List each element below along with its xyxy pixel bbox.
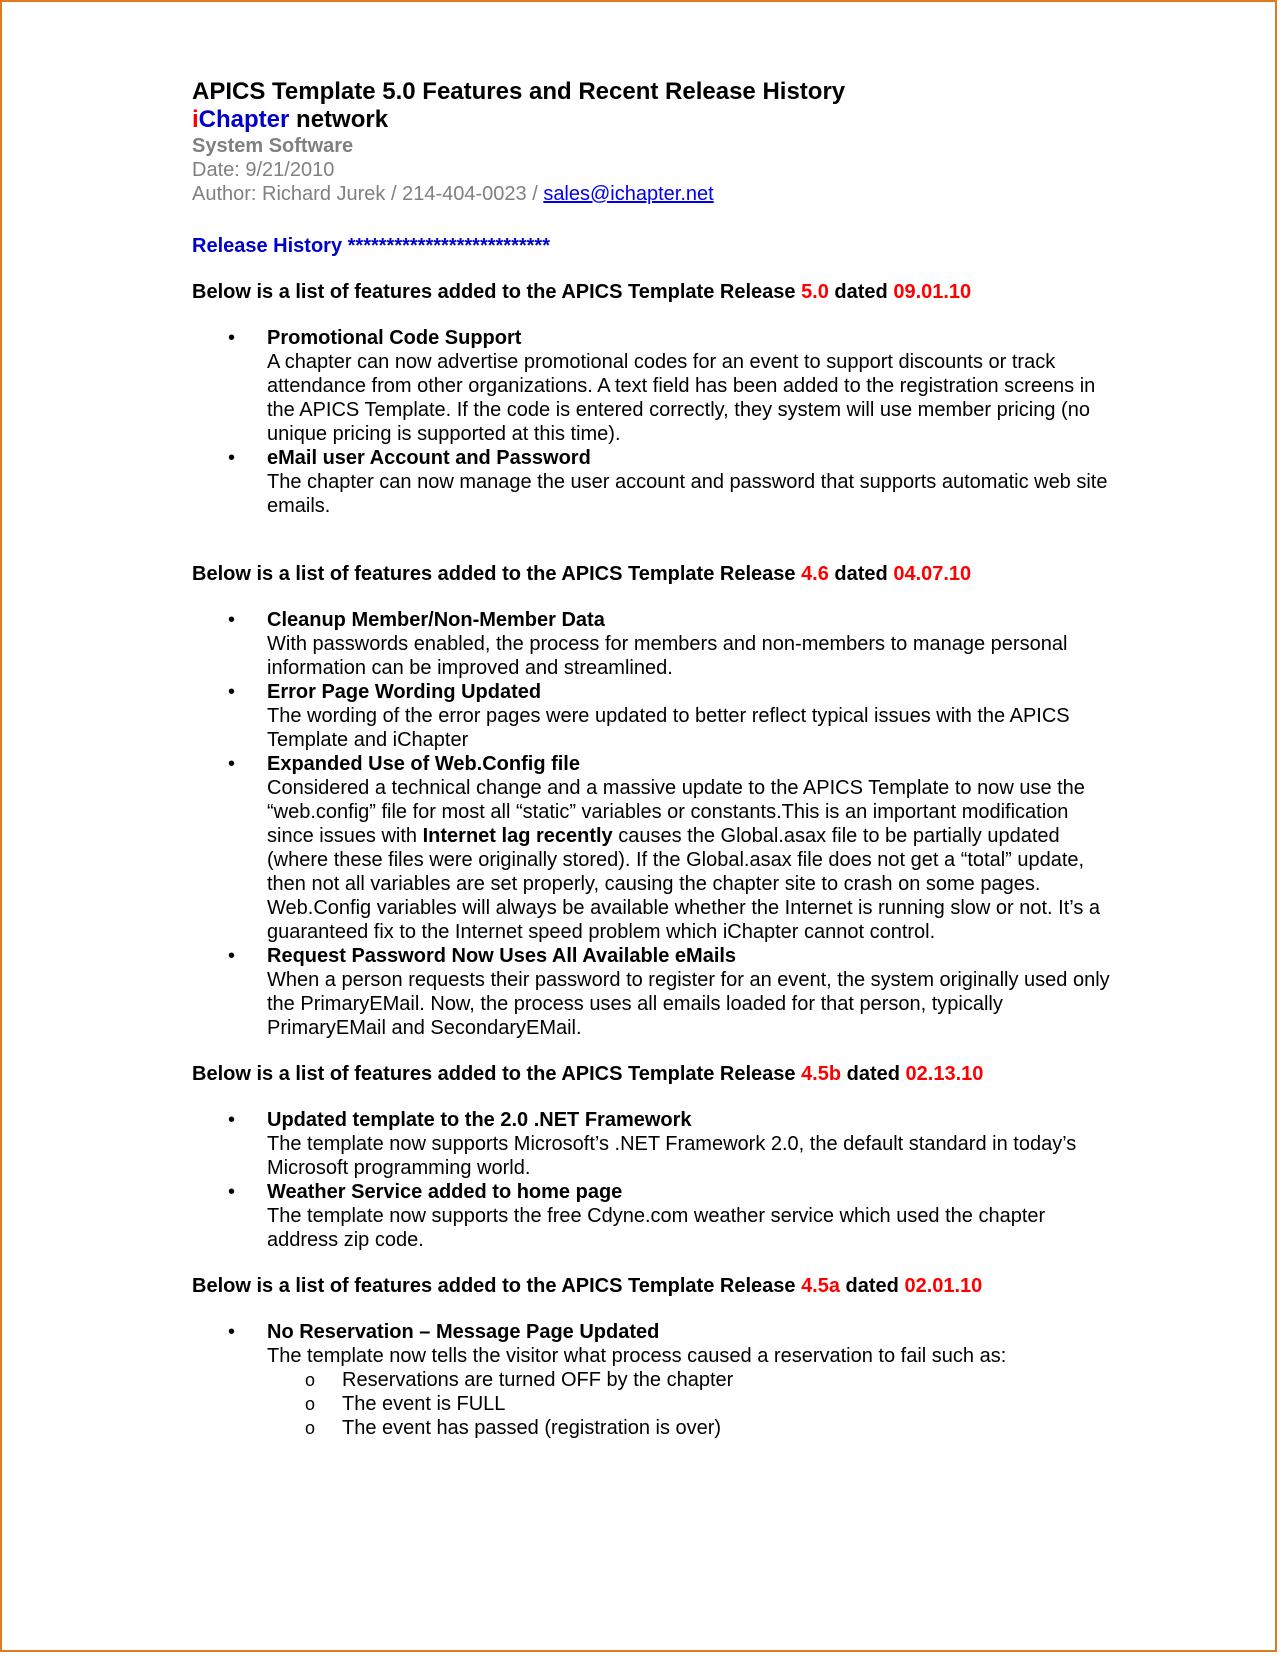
bullet-glyph: • [228, 447, 236, 469]
section-dated: dated [841, 1063, 906, 1085]
bullet-glyph: • [228, 945, 236, 967]
feature-body-part: Considered a technical change and a massive update to the APICS Template to now use the “web.config” file for most all “static” variables or constants.This is an important modification since issues with [267, 777, 1085, 847]
bullet-glyph: • [228, 681, 236, 703]
section-date: 04.07.10 [893, 563, 972, 585]
section-heading-4-5a [192, 1274, 1112, 1298]
list-item [192, 1320, 1112, 1440]
bullet-glyph: • [228, 753, 236, 775]
bullet-glyph: • [228, 1321, 236, 1343]
bullet-glyph: • [228, 1181, 236, 1203]
list-item [192, 944, 1112, 1040]
feature-title: Expanded Use of Web.Config file [267, 753, 580, 775]
sub-list [267, 1368, 1112, 1440]
feature-title: Promotional Code Support [267, 327, 522, 349]
sub-bullet-glyph: o [305, 1370, 316, 1390]
bullet-glyph: • [228, 327, 236, 349]
feature-title: Request Password Now Uses All Available eMails [267, 945, 737, 967]
bullet-glyph: • [228, 609, 236, 631]
section-prefix: Below is a list of features added to the APICS Template Release [192, 1275, 802, 1297]
feature-title: Updated template to the 2.0 .NET Framework [267, 1109, 692, 1131]
sub-item-text: Reservations are turned OFF by the chapter [342, 1369, 734, 1391]
brand-network: network [289, 106, 389, 133]
author-line [192, 182, 1112, 206]
sub-list-item [267, 1416, 1112, 1440]
section-date: 09.01.10 [893, 281, 972, 303]
section-dated: dated [840, 1275, 905, 1297]
sub-list-item [267, 1392, 1112, 1416]
document-title: APICS Template 5.0 Features and Recent Release History [192, 78, 846, 105]
list-item [192, 752, 1112, 944]
section-dated: dated [828, 563, 894, 585]
section-version: 4.5b [801, 1063, 842, 1085]
system-label: System Software [192, 135, 354, 157]
section-version: 4.5a [801, 1275, 840, 1297]
list-item [192, 1108, 1112, 1180]
list-item [192, 680, 1112, 752]
section-date: 02.01.10 [904, 1275, 983, 1297]
feature-list-4-5a [192, 1320, 1112, 1440]
sub-item-text: The event is FULL [342, 1393, 506, 1415]
list-item [192, 446, 1112, 518]
section-prefix: Below is a list of features added to the APICS Template Release [192, 563, 802, 585]
section-version: 5.0 [801, 281, 829, 303]
section-dated: dated [828, 281, 894, 303]
feature-list-4-6 [192, 608, 1112, 1040]
section-prefix: Below is a list of features added to the APICS Template Release [192, 281, 802, 303]
sub-list-item [267, 1368, 1112, 1392]
list-item [192, 326, 1112, 446]
sub-bullet-glyph: o [305, 1394, 316, 1414]
feature-body: The wording of the error pages were updated to better reflect typical issues with the APICS Template and iChapter [267, 705, 1070, 751]
sub-item-text: The event has passed (registration is over) [342, 1417, 722, 1439]
author-prefix: Author: Richard Jurek / 214-404-0023 / [192, 183, 544, 205]
section-heading-4-5b [192, 1062, 1112, 1086]
feature-body [267, 776, 1112, 944]
feature-body: The template now tells the visitor what process caused a reservation to fail such as: [267, 1345, 1007, 1367]
section-heading-5-0 [192, 280, 1112, 304]
section-version: 4.6 [801, 563, 829, 585]
brand-i: i [192, 106, 199, 133]
feature-body: The template now supports the free Cdyne.com weather service which used the chapter address zip code. [267, 1205, 1046, 1251]
feature-body: With passwords enabled, the process for members and non-members to manage personal information can be improved and streamlined. [267, 633, 1068, 679]
date-line: Date: 9/21/2010 [192, 159, 335, 181]
section-date: 02.13.10 [905, 1063, 984, 1085]
bullet-glyph: • [228, 1109, 236, 1131]
feature-title: eMail user Account and Password [267, 447, 591, 469]
feature-body: The chapter can now manage the user account and password that supports automatic web site emails. [267, 471, 1108, 517]
list-item [192, 608, 1112, 680]
author-email-link[interactable]: sales@ichapter.net [543, 183, 714, 205]
feature-title: Cleanup Member/Non-Member Data [267, 609, 605, 631]
document-content [192, 78, 1112, 1440]
sub-bullet-glyph: o [305, 1418, 316, 1438]
feature-title: No Reservation – Message Page Updated [267, 1321, 660, 1343]
feature-body: A chapter can now advertise promotional codes for an event to support discounts or track attendance from other organizations. A text field has been added to the registration screens in the APICS Template. If the code is entered correctly, they system will use member pricing (no unique pricing is supported at this time). [267, 351, 1096, 445]
feature-title: Error Page Wording Updated [267, 681, 542, 703]
feature-body: When a person requests their password to register for an event, the system originally used only the PrimaryEMail. Now, the process uses all emails loaded for that person, typically PrimaryEMail and SecondaryEMail. [267, 969, 1110, 1039]
feature-body-part: causes the Global.asax file to be partially updated (where these files were originally stored). If the Global.asax file does not get a “total” update, then not all variables are set properly, causing the chapter site to crash on some pages. Web.Config variables will always be available whether the Internet is running slow or not. It’s a guaranteed fix to the Internet speed problem which iChapter cannot control. [267, 825, 1101, 943]
feature-body: The template now supports Microsoft’s .NET Framework 2.0, the default standard in today’s Microsoft programming world. [267, 1133, 1077, 1179]
brand-line [192, 106, 1112, 134]
feature-list-4-5b [192, 1108, 1112, 1252]
release-history-heading: Release History ************************** [192, 235, 550, 257]
list-item [192, 1180, 1112, 1252]
section-heading-4-6 [192, 562, 1112, 586]
feature-body-emphasis: Internet lag recently [422, 825, 613, 847]
section-prefix: Below is a list of features added to the APICS Template Release [192, 1063, 802, 1085]
brand-chapter: Chapter [198, 106, 290, 133]
feature-title: Weather Service added to home page [267, 1181, 623, 1203]
feature-list-5-0 [192, 326, 1112, 518]
